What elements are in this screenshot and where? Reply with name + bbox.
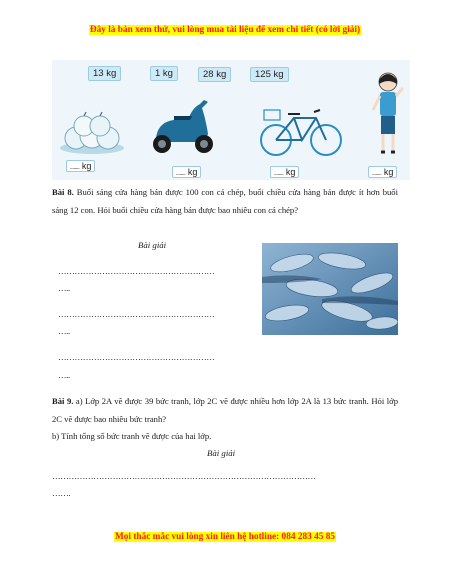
exercise-9-title: Bài 9. (52, 396, 74, 406)
weight-label-1: 13 kg (88, 66, 121, 81)
exercise-9 (52, 393, 398, 446)
exercise-8 (52, 184, 398, 219)
exercise-8-solution-label: Bài giải (138, 240, 167, 250)
exercise-8-text: Buổi sáng cửa hàng bán được 100 con cá chép, buổi chiều cửa hàng bán được ít hơn buổi sáng 12 con. Hỏi buổi chiều cửa hàng bán được bao nhiêu con cá chép? (52, 187, 398, 215)
answer-line: ………………………………………………… (58, 266, 215, 276)
hotline-banner (0, 532, 450, 542)
answer-line: ………………………………………………… (58, 352, 215, 362)
hotline-banner-text: Mọi thắc mắc vui lòng xin liên hệ hotline: 084 283 45 85 (114, 532, 336, 542)
girl-icon (370, 70, 406, 162)
answer-line-tail: ….. (58, 326, 70, 336)
weight-label-4: 125 kg (250, 67, 289, 82)
exercise-9-part-b: b) Tính tổng số bức tranh vẽ được của hai lớp. (52, 431, 212, 441)
scooter-icon (144, 94, 220, 158)
answer-box-bicycle: ........ kg (270, 166, 299, 178)
preview-banner (0, 25, 450, 35)
bicycle-icon (258, 106, 344, 158)
exercise-8-title: Bài 8. (52, 187, 74, 197)
answer-line-tail: ……. (52, 488, 71, 498)
answer-line-tail: ….. (58, 283, 70, 293)
carp-photo (262, 243, 398, 335)
answer-line: …………………………………………………………………………………… (52, 471, 316, 481)
weight-label-3: 28 kg (198, 67, 231, 82)
answer-box-scooter: ........ kg (172, 166, 201, 178)
answer-box-apples: ........ kg (66, 160, 95, 172)
answer-line-tail: ….. (58, 370, 70, 380)
answer-box-girl: ........ kg (368, 166, 397, 178)
answer-line: ………………………………………………… (58, 309, 215, 319)
exercise-9-solution-label: Bài giải (207, 448, 236, 458)
apples-icon (56, 110, 128, 156)
weight-illustration (52, 60, 410, 180)
exercise-9-part-a: a) Lớp 2A vẽ được 39 bức tranh, lớp 2C vẽ được nhiều hơn lớp 2A là 13 bức tranh. Hỏi lớp 2C vẽ được bao nhiêu bức tranh? (52, 396, 398, 424)
preview-banner-text: Đây là bản xem thử, vui lòng mua tài liệu để xem chi tiết (có lời giải) (89, 25, 361, 35)
weight-label-2: 1 kg (150, 66, 178, 81)
